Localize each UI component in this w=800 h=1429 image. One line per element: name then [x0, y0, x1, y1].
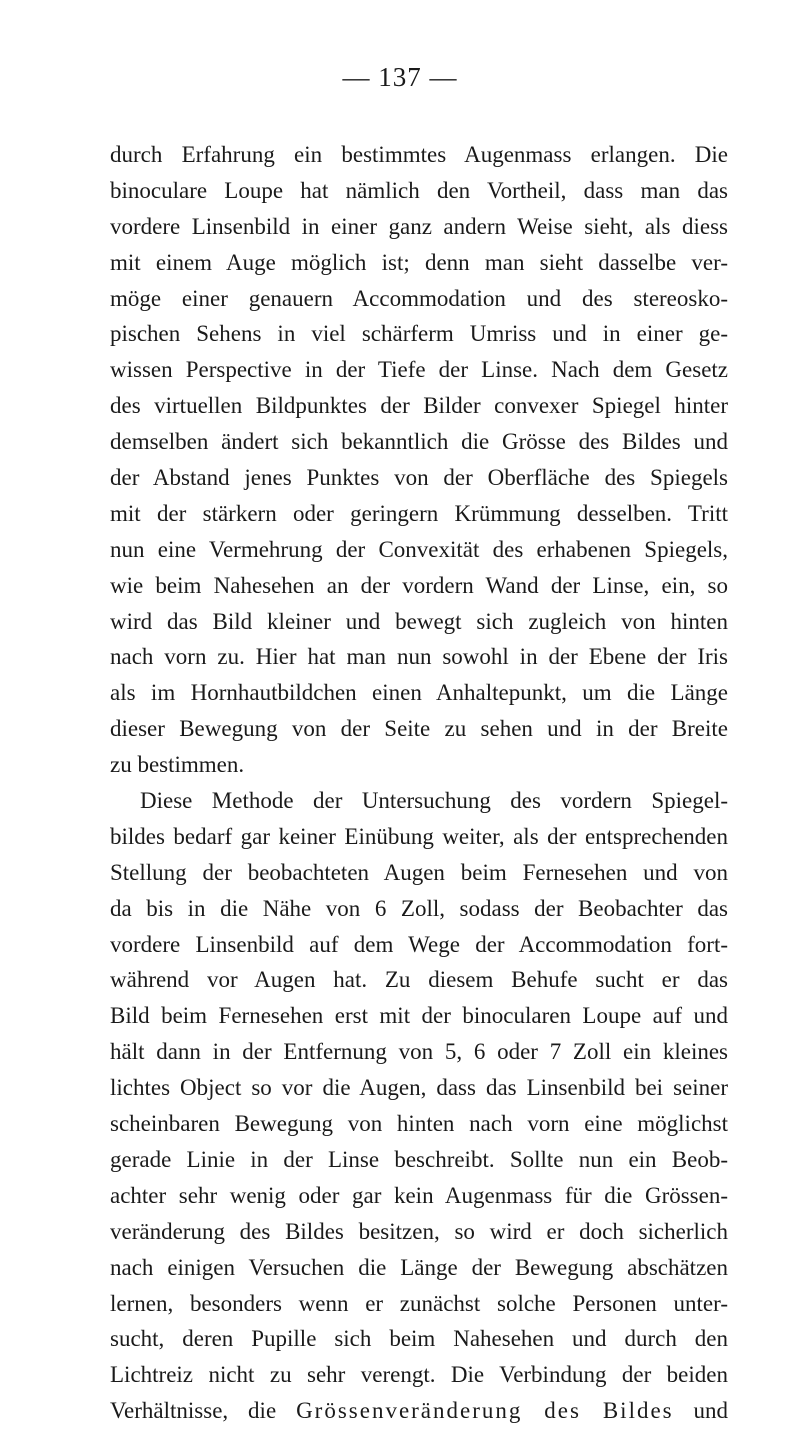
text-line: Diese Methode der Untersuchung des vordern Spiegel- [140, 788, 728, 814]
text-line: wird das Bild kleiner und bewegt sich zugleich von hinten [110, 608, 728, 634]
text-line: sucht, deren Pupille sich beim Nahesehen und durch den [110, 1326, 728, 1352]
text-line: während vor Augen hat. Zu diesem Behufe sucht er das [110, 967, 728, 993]
text-line: binoculare Loupe hat nämlich den Vortheil, dass man das [110, 177, 728, 203]
text-line: dieser Bewegung von der Seite zu sehen und in der Breite [110, 716, 728, 742]
spaced-emphasis: Grössenveränderung des Bildes [296, 1398, 674, 1424]
text-line: hält dann in der Entfernung von 5, 6 oder 7 Zoll ein kleines [110, 1039, 728, 1065]
text-line: achter sehr wenig oder gar kein Augenmass für die Grössen- [110, 1182, 728, 1208]
text-line: Bild beim Fernesehen erst mit der binocularen Loupe auf und [110, 1003, 728, 1029]
text-run: Verhältnisse, die [110, 1398, 297, 1424]
text-line-spaced [110, 1393, 728, 1429]
text-line: bildes bedarf gar keiner Einübung weiter, als der entsprechenden [110, 823, 728, 849]
text-line: demselben ändert sich bekanntlich die Grösse des Bildes und [110, 429, 728, 455]
text-line: lernen, besonders wenn er zunächst solche Personen unter- [110, 1290, 728, 1316]
text-line: wie beim Nahesehen an der vordern Wand der Linse, ein, so [110, 572, 728, 598]
text-line: durch Erfahrung ein bestimmtes Augenmass erlangen. Die [110, 142, 728, 167]
paragraph-1 [110, 137, 728, 783]
text-line: des virtuellen Bildpunktes der Bilder convexer Spiegel hinter [110, 393, 728, 419]
text-line: vordere Linsenbild auf dem Wege der Accommodation fort- [110, 931, 728, 957]
text-line: lichtes Object so vor die Augen, dass das Linsenbild bei seiner [110, 1075, 728, 1101]
text-line: vordere Linsenbild in einer ganz andern Weise sieht, als diess [110, 213, 728, 239]
text-line: möge einer genauern Accommodation und des stereosko- [110, 285, 728, 311]
text-line: Stellung der beobachteten Augen beim Fernesehen und von [110, 859, 728, 885]
text-line: nun eine Vermehrung der Convexität des erhabenen Spiegels, [110, 536, 728, 562]
text-line: nach einigen Versuchen die Länge der Bewegung abschätzen [110, 1254, 728, 1280]
paragraph-2 [110, 783, 728, 1429]
text-line: da bis in die Nähe von 6 Zoll, sodass der Beobachter das [110, 895, 728, 921]
text-line: mit der stärkern oder geringern Krümmung desselben. Tritt [110, 500, 728, 526]
body-text [110, 137, 728, 1429]
text-line: pischen Sehens in viel schärferm Umriss und in einer ge- [110, 321, 728, 347]
text-line: mit einem Auge möglich ist; denn man sieht dasselbe ver- [110, 249, 728, 275]
text-line: nach vorn zu. Hier hat man nun sowohl in der Ebene der Iris [110, 644, 728, 670]
text-run: und [673, 1398, 728, 1424]
text-line: veränderung des Bildes besitzen, so wird er doch sicherlich [110, 1218, 728, 1244]
page-number: — 137 — [342, 62, 458, 92]
text-line: Lichtreiz nicht zu sehr verengt. Die Verbindung der beiden [110, 1362, 728, 1388]
text-line: zu bestimmen. [110, 752, 245, 778]
text-line: als im Hornhautbildchen einen Anhaltepunkt, um die Länge [110, 680, 728, 706]
text-line: gerade Linie in der Linse beschreibt. Sollte nun ein Beob- [110, 1146, 728, 1172]
text-line: der Abstand jenes Punktes von der Oberfläche des Spiegels [110, 465, 728, 491]
text-line: wissen Perspective in der Tiefe der Linse. Nach dem Gesetz [110, 357, 728, 383]
text-line: scheinbaren Bewegung von hinten nach vorn eine möglichst [110, 1111, 728, 1137]
